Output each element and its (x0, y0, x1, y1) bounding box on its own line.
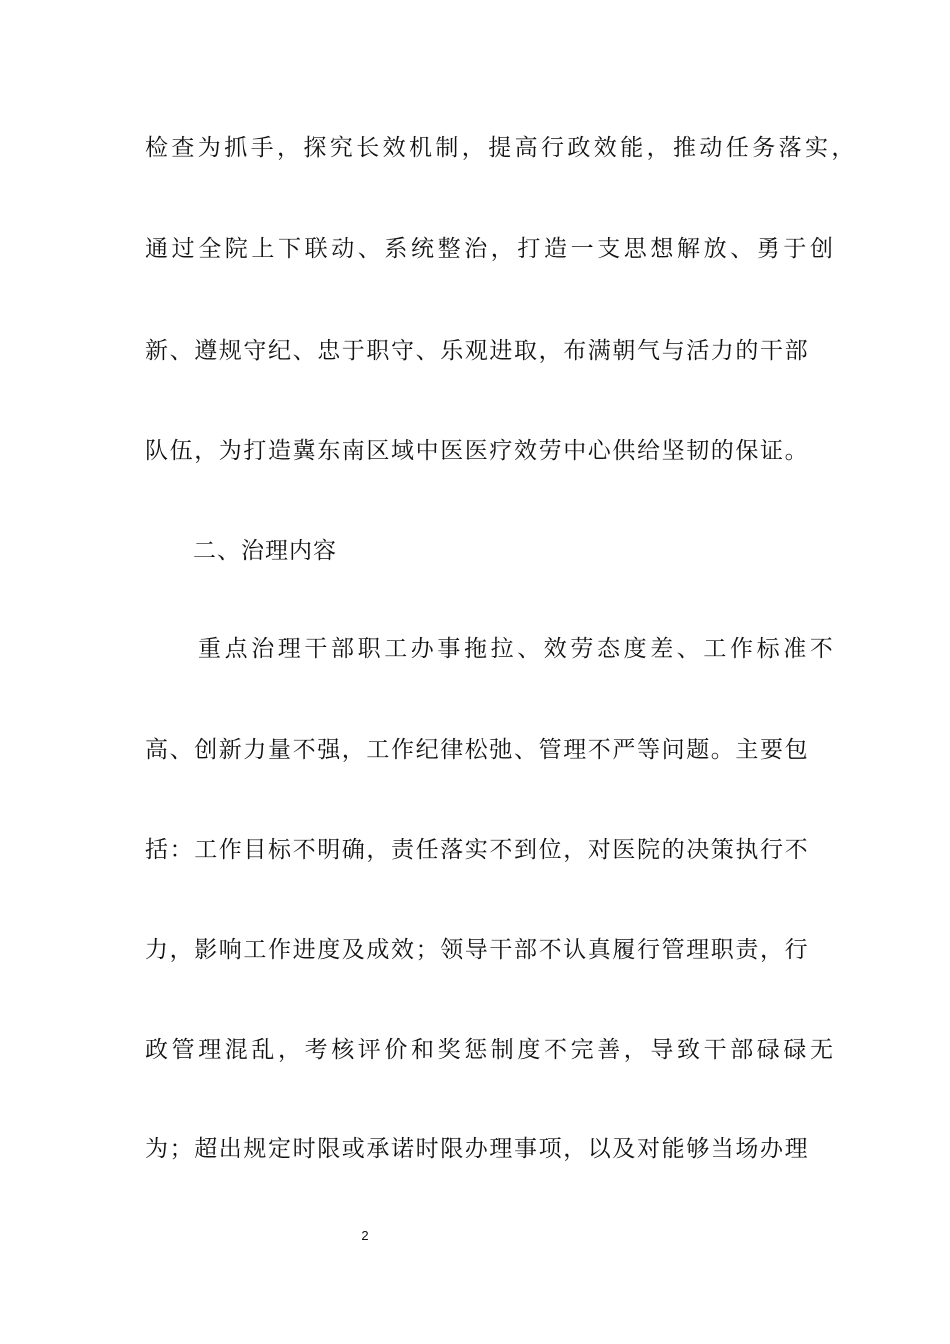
text-line-7: 高、创新力量不强，工作纪律松弛、管理不严等问题。主要包 (145, 737, 810, 763)
text-line-9: 力，影响工作进度及成效；领导干部不认真履行管理职责，行 (145, 937, 810, 963)
text-line-1: 检查为抓手，探究长效机制，提高行政效能，推动任务落实， (145, 135, 858, 161)
text-line-4: 队伍，为打造冀东南区域中医医疗效劳中心供给坚韧的保证。 (145, 438, 810, 464)
text-line-11: 为；超出规定时限或承诺时限办理事项，以及对能够当场办理 (145, 1136, 810, 1162)
text-line-6: 重点治理干部职工办事拖拉、效劳态度差、工作标准不 (198, 636, 837, 662)
text-line-3: 新、遵规守纪、忠于职守、乐观进取，布满朝气与活力的干部 (145, 338, 810, 364)
page-number: 2 (361, 1228, 369, 1243)
text-line-2: 通过全院上下联动、系统整治，打造一支思想解放、勇于创 (145, 236, 837, 262)
text-line-10: 政管理混乱，考核评价和奖惩制度不完善，导致干部碌碌无 (145, 1037, 837, 1063)
section-heading: 二、治理内容 (193, 538, 337, 564)
text-line-8: 括：工作目标不明确，责任落实不到位，对医院的决策执行不 (145, 837, 810, 863)
